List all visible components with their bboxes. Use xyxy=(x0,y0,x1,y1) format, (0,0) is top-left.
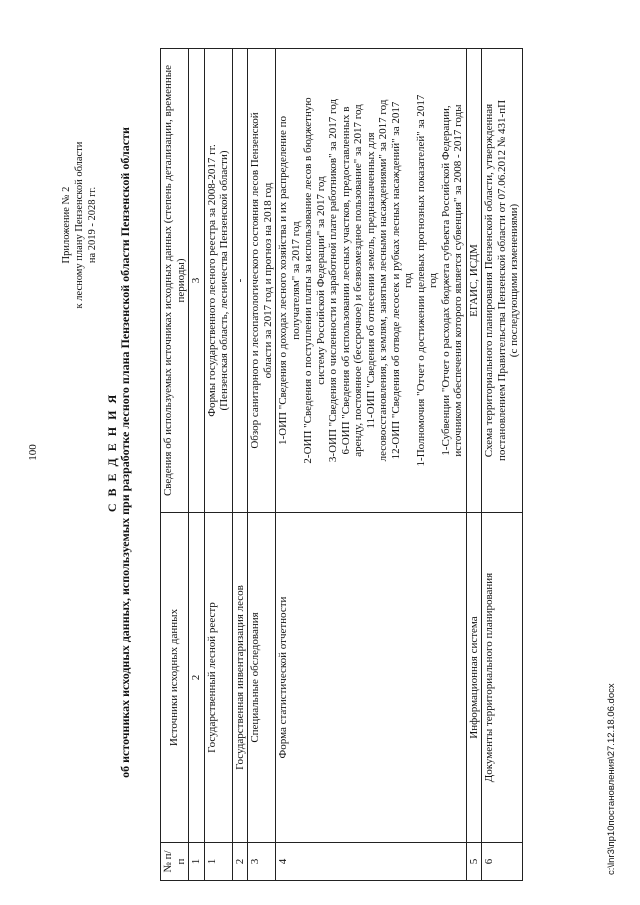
row-source: Форма статистической отчетности xyxy=(276,513,467,843)
row-number: 3 xyxy=(248,843,276,881)
document-title xyxy=(106,0,132,905)
header-num: № п/п xyxy=(161,843,189,881)
column-number: 1 xyxy=(189,843,205,881)
column-number: 3 xyxy=(189,49,205,513)
info-line: 12-ОИП "Сведения об отводе лесосек и рубках лесных насаждений" за 2017 xyxy=(389,101,402,460)
info-line: получателям" за 2017 год xyxy=(289,221,302,340)
row-info xyxy=(482,49,523,513)
column-number: 2 xyxy=(189,513,205,843)
table-row xyxy=(482,49,523,881)
appendix-line: Приложение № 2 xyxy=(61,186,72,264)
info-line: постановлением Правительства Пензенской области от 07.06.2012 № 431-пП xyxy=(495,99,508,462)
file-path: c:\lnr3\пр10постановления\27.12.18.06.docx xyxy=(606,683,617,875)
row-info xyxy=(276,49,467,513)
row-info xyxy=(204,49,232,513)
info-line: области за 2017 год и прогноз на 2018 год xyxy=(261,182,274,379)
row-source: Документы территориального планирования xyxy=(482,513,523,843)
sources-table xyxy=(160,48,523,881)
info-line: аренду, постоянное (бессрочное) и безвозмездное пользование" за 2017 год xyxy=(352,104,364,457)
row-number: 2 xyxy=(232,843,248,881)
info-line: систему Российской Федерации" за 2017 год xyxy=(314,176,327,385)
info-line: Формы государственного лесного реестра за 2008-2017 гг. xyxy=(205,144,218,417)
row-source: Государственный лесной реестр xyxy=(204,513,232,843)
info-line: лесовосстановления, к землям, занятым лесными насаждениями" за 2017 год xyxy=(377,99,389,462)
title-heading: С В Е Д Е Н И Я xyxy=(105,392,119,513)
info-line: Схема территориального планирования Пензенской области, утвержденная xyxy=(483,103,495,458)
info-line: 6-ОИП "Сведения об использовании лесных участков, предоставленных в xyxy=(339,106,352,455)
info-line: 1-Субвенции "Отчет о расходах бюджета субъекта Российской Федерации, xyxy=(439,105,452,456)
column-numbering-row xyxy=(189,49,205,881)
info-line: 1-Полномочия "Отчет о достижении целевых прогнозных показателей" за 2017 xyxy=(414,94,427,467)
table-row xyxy=(204,49,232,881)
row-info xyxy=(466,49,482,513)
appendix-note xyxy=(60,100,99,350)
row-number: 1 xyxy=(204,843,232,881)
row-number: 5 xyxy=(466,843,482,881)
info-line: 2-ОИП "Сведения о поступлении платы за использование лесов в бюджетную xyxy=(302,97,314,464)
appendix-line: к лесному плану Пензенской области xyxy=(74,141,85,309)
info-line: Обзор санитарного и лесопатологического состояния лесов Пензенской xyxy=(249,112,261,449)
row-source: Информационная система xyxy=(466,513,482,843)
table-row xyxy=(466,49,482,881)
info-line: (с последующими изменениями) xyxy=(508,203,520,358)
row-source: Государственная инвентаризация лесов xyxy=(232,513,248,843)
info-line: ЕГАИС, ИСДМ xyxy=(467,244,480,317)
row-number: 6 xyxy=(482,843,523,881)
info-line: год xyxy=(427,272,439,289)
row-number: 4 xyxy=(276,843,467,881)
info-line: 11-ОИП "Сведения об отнесении земель, предназначенных для xyxy=(364,132,377,429)
row-info xyxy=(248,49,276,513)
appendix-line: на 2019 - 2028 гг. xyxy=(87,186,98,264)
info-line: - xyxy=(233,278,246,283)
table-row xyxy=(276,49,467,881)
info-line: 1-ОИП "Сведения о доходах лесного хозяйства и их распределение по xyxy=(277,115,289,446)
table-row xyxy=(248,49,276,881)
title-subtitle: об источниках исходных данных, используемых при разработке лесного плана Пензенской области Пензенской области xyxy=(118,127,132,778)
info-line: 3-ОИП "Сведения о численности и заработной плате работников" за 2017 год xyxy=(327,98,339,463)
table-row xyxy=(232,49,248,881)
info-line: (Пензенская область, лесничества Пензенской области) xyxy=(218,150,230,411)
header-row xyxy=(161,49,189,881)
info-line: источником обеспечения которого является субвенция" за 2008 - 2017 годы xyxy=(452,104,464,457)
page-number: 100 xyxy=(27,444,39,461)
header-source: Источники исходных данных xyxy=(161,513,189,843)
row-source: Специальные обследования xyxy=(248,513,276,843)
row-info xyxy=(232,49,248,513)
header-info: Сведения об используемых источниках исходных данных (степень детализации, временные периоды) xyxy=(161,49,189,513)
info-line: год xyxy=(402,272,414,289)
